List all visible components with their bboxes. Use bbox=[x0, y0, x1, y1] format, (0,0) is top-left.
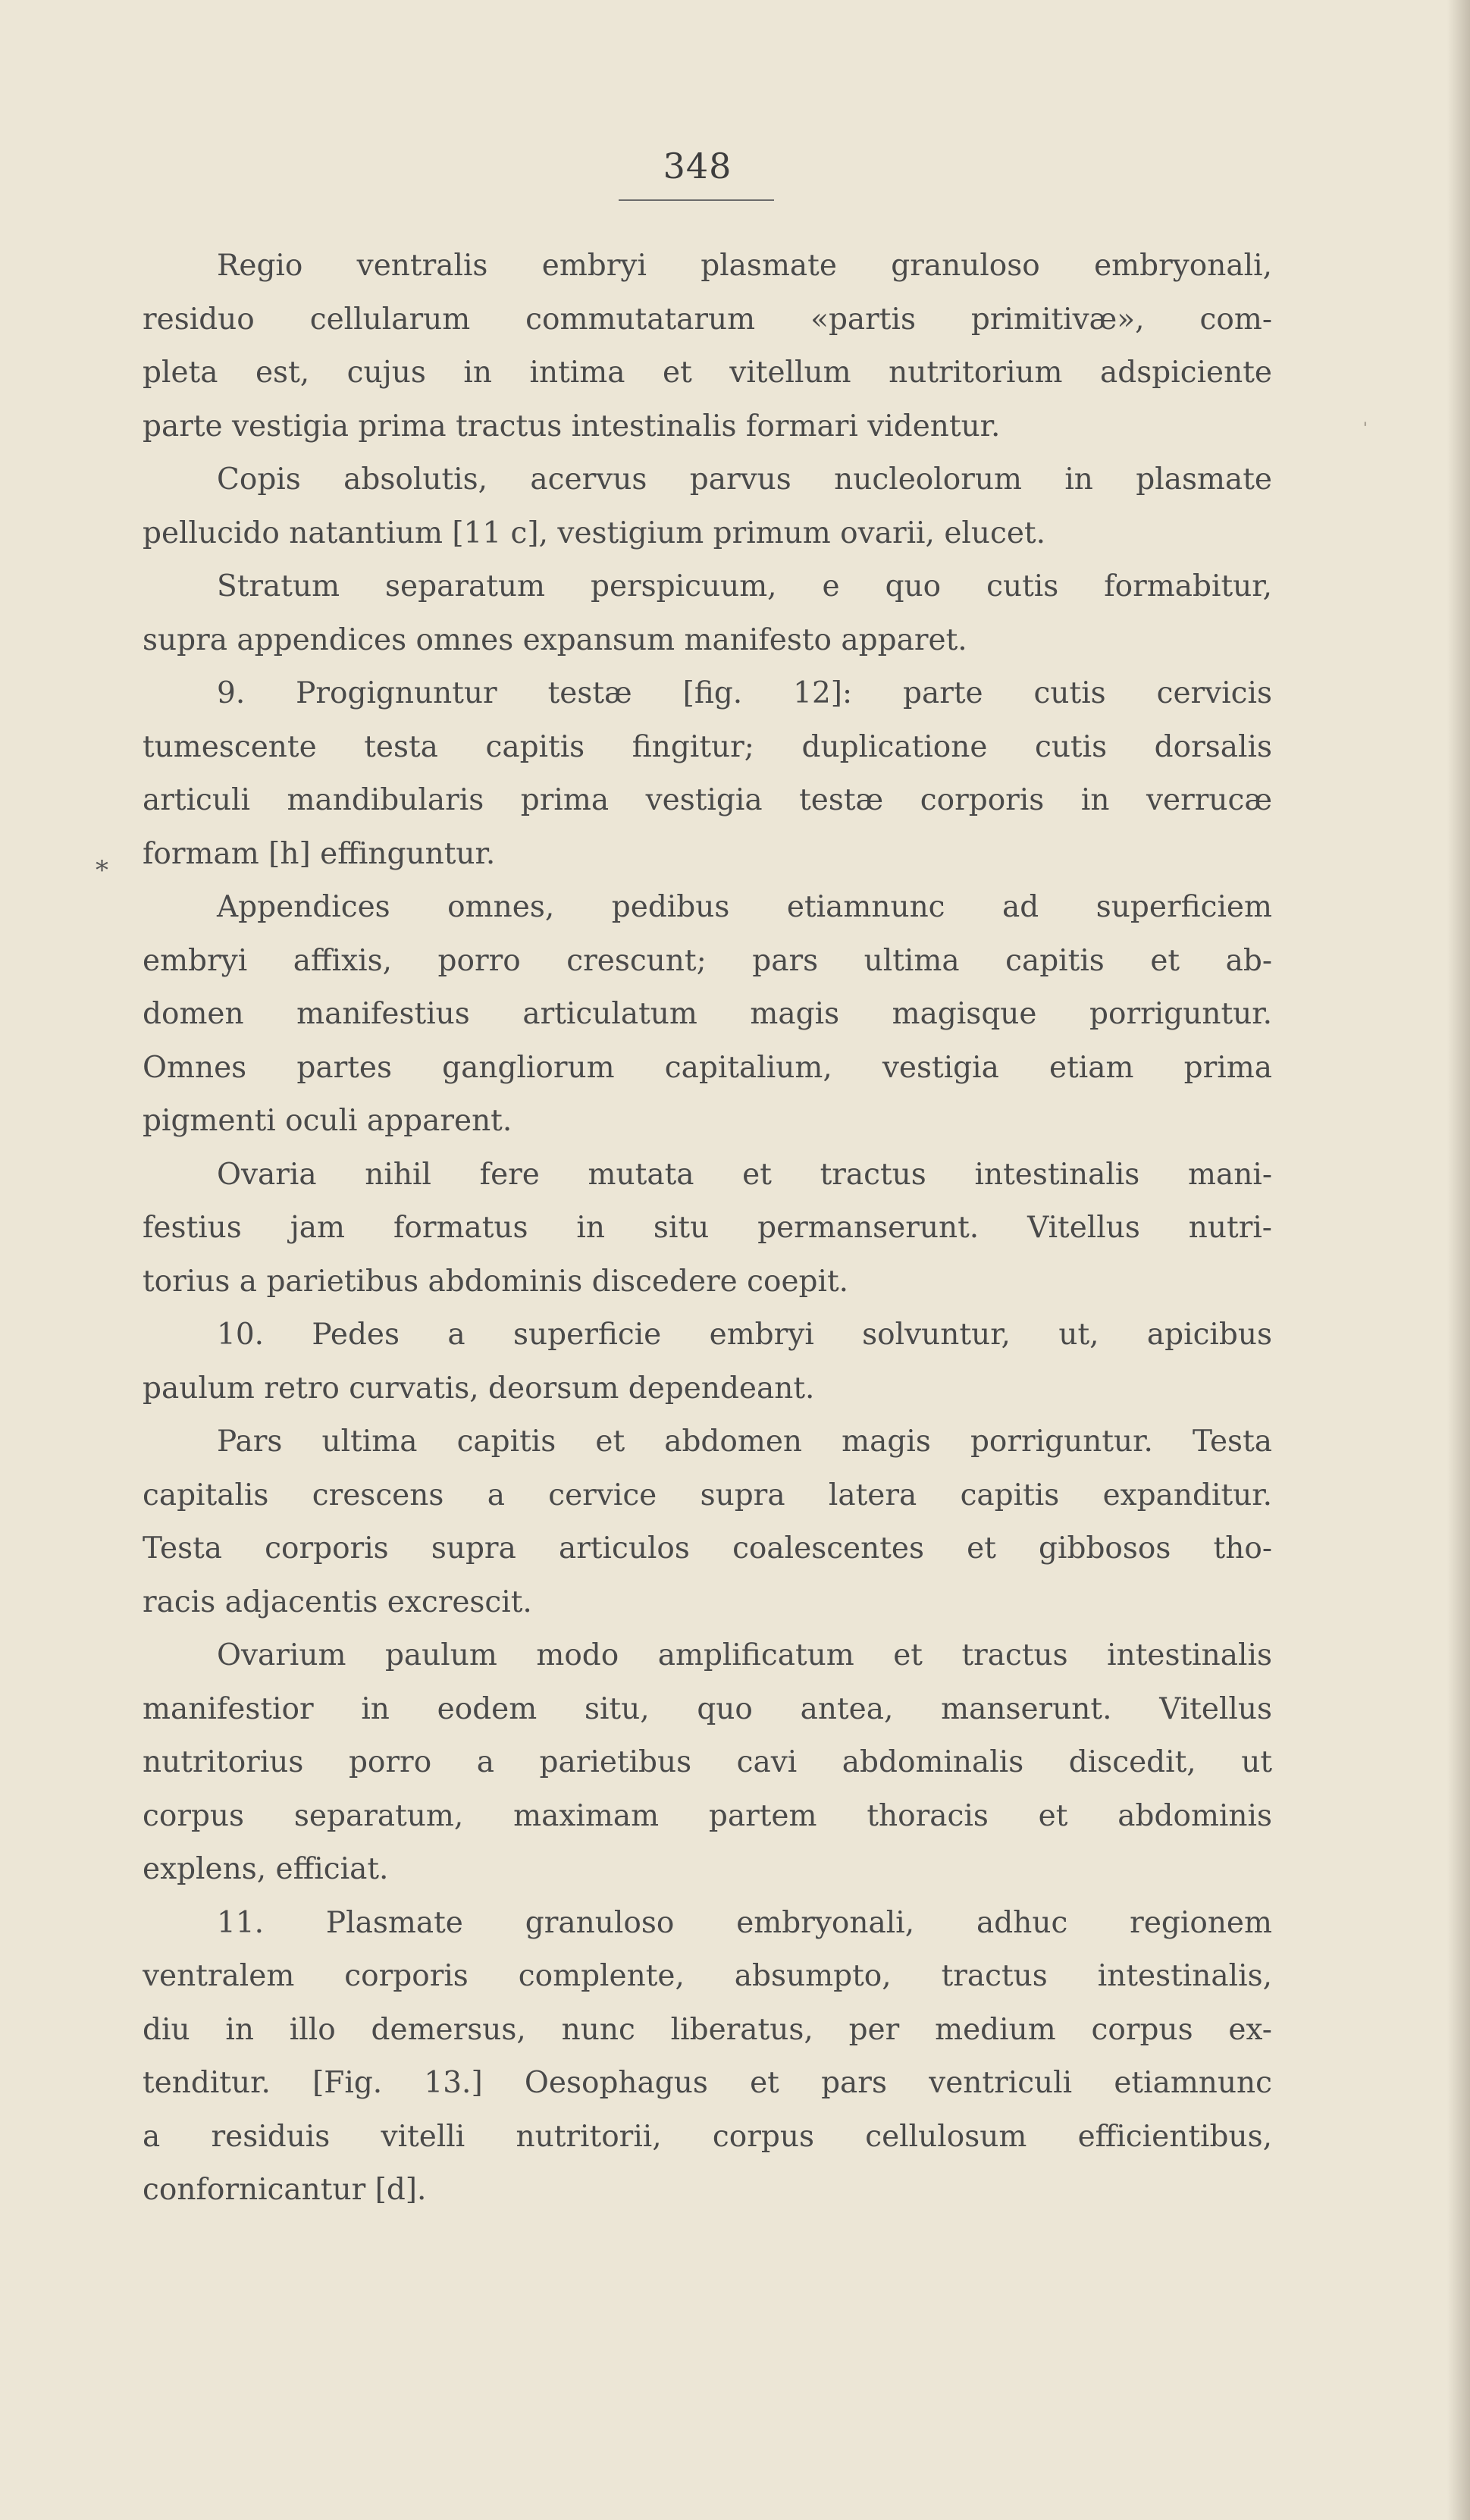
paragraph bbox=[143, 1309, 1272, 1415]
margin-tick: ' bbox=[1363, 418, 1368, 437]
text-line: Pars ultima capitis et abdomen magis porriguntur. Testa bbox=[217, 1425, 1272, 1459]
text-line: Copis absolutis, acervus parvus nucleolorum in plasmate bbox=[217, 462, 1272, 497]
text-line: festius jam formatus in situ permanserunt. Vitellus nutri- bbox=[143, 1211, 1272, 1245]
paragraph bbox=[143, 1629, 1272, 1897]
page-number-rule bbox=[619, 199, 774, 201]
text-line: diu in illo demersus, nunc liberatus, per medium corpus ex- bbox=[143, 2012, 1272, 2047]
text-line: formam [h] effinguntur. bbox=[143, 836, 496, 871]
text-line: Omnes partes gangliorum capitalium, vestigia etiam prima bbox=[143, 1050, 1272, 1085]
text-line: articuli mandibularis prima vestigia testæ corporis in verrucæ bbox=[143, 783, 1272, 817]
paragraph bbox=[143, 240, 1272, 453]
text-line: Stratum separatum perspicuum, e quo cutis formabitur, bbox=[217, 569, 1272, 603]
text-line: racis adjacentis excrescit. bbox=[143, 1584, 532, 1619]
text-line: pleta est, cujus in intima et vitellum nutritorium adspiciente bbox=[143, 356, 1272, 390]
text-line: confornicantur [d]. bbox=[143, 2173, 427, 2207]
text-line: residuo cellularum commutatarum «partis primitivæ», com- bbox=[143, 302, 1272, 337]
body-text bbox=[143, 240, 1272, 2218]
paragraph bbox=[143, 560, 1272, 667]
text-line: Regio ventralis embryi plasmate granuloso embryonali, bbox=[217, 249, 1272, 283]
text-line: manifestior in eodem situ, quo antea, manserunt. Vitellus bbox=[143, 1691, 1272, 1726]
text-line: parte vestigia prima tractus intestinalis formari videntur. bbox=[143, 409, 1001, 444]
text-line: a residuis vitelli nutritorii, corpus cellulosum efficientibus, bbox=[143, 2119, 1272, 2154]
text-line: paulum retro curvatis, deorsum dependeant. bbox=[143, 1371, 815, 1406]
text-line: torius a parietibus abdominis discedere coepit. bbox=[143, 1264, 849, 1299]
text-line: explens, efficiat. bbox=[143, 1852, 389, 1886]
text-line: ventralem corporis complente, absumpto, tractus intestinalis, bbox=[143, 1959, 1272, 1993]
paragraph bbox=[143, 667, 1272, 881]
paragraph bbox=[143, 881, 1272, 1149]
text-line: corpus separatum, maximam partem thoracis et abdominis bbox=[143, 1798, 1272, 1833]
text-line: pellucido natantium [11 c], vestigium primum ovarii, elucet. bbox=[143, 516, 1045, 550]
page-number: 348 bbox=[663, 146, 732, 186]
paragraph bbox=[143, 453, 1272, 560]
text-line: Ovarium paulum modo amplificatum et tractus intestinalis bbox=[217, 1638, 1272, 1672]
text-line: Appendices omnes, pedibus etiamnunc ad superficiem bbox=[217, 890, 1272, 924]
text-line: 9. Progignuntur testæ [fig. 12]: parte cutis cervicis bbox=[217, 676, 1272, 710]
page-edge-shadow bbox=[1447, 0, 1470, 2520]
margin-asterisk: * bbox=[96, 855, 108, 885]
text-line: 11. Plasmate granuloso embryonali, adhuc regionem bbox=[217, 1905, 1272, 1940]
text-line: nutritorius porro a parietibus cavi abdominalis discedit, ut bbox=[143, 1745, 1272, 1779]
text-line: capitalis crescens a cervice supra latera capitis expanditur. bbox=[143, 1478, 1272, 1512]
text-line: embryi affixis, porro crescunt; pars ultima capitis et ab- bbox=[143, 943, 1272, 978]
text-line: domen manifestius articulatum magis magisque porriguntur. bbox=[143, 997, 1272, 1031]
text-line: pigmenti oculi apparent. bbox=[143, 1104, 512, 1138]
paragraph bbox=[143, 1897, 1272, 2218]
text-line: Testa corporis supra articulos coalescentes et gibbosos tho- bbox=[143, 1531, 1272, 1566]
paragraph bbox=[143, 1149, 1272, 1309]
text-line: supra appendices omnes expansum manifesto apparet. bbox=[143, 622, 967, 657]
text-line: tenditur. [Fig. 13.] Oesophagus et pars ventriculi etiamnunc bbox=[143, 2066, 1272, 2100]
text-line: 10. Pedes a superficie embryi solvuntur, ut, apicibus bbox=[217, 1318, 1272, 1352]
paragraph bbox=[143, 1415, 1272, 1629]
text-line: Ovaria nihil fere mutata et tractus intestinalis mani- bbox=[217, 1157, 1272, 1192]
text-line: tumescente testa capitis fingitur; duplicatione cutis dorsalis bbox=[143, 729, 1272, 764]
